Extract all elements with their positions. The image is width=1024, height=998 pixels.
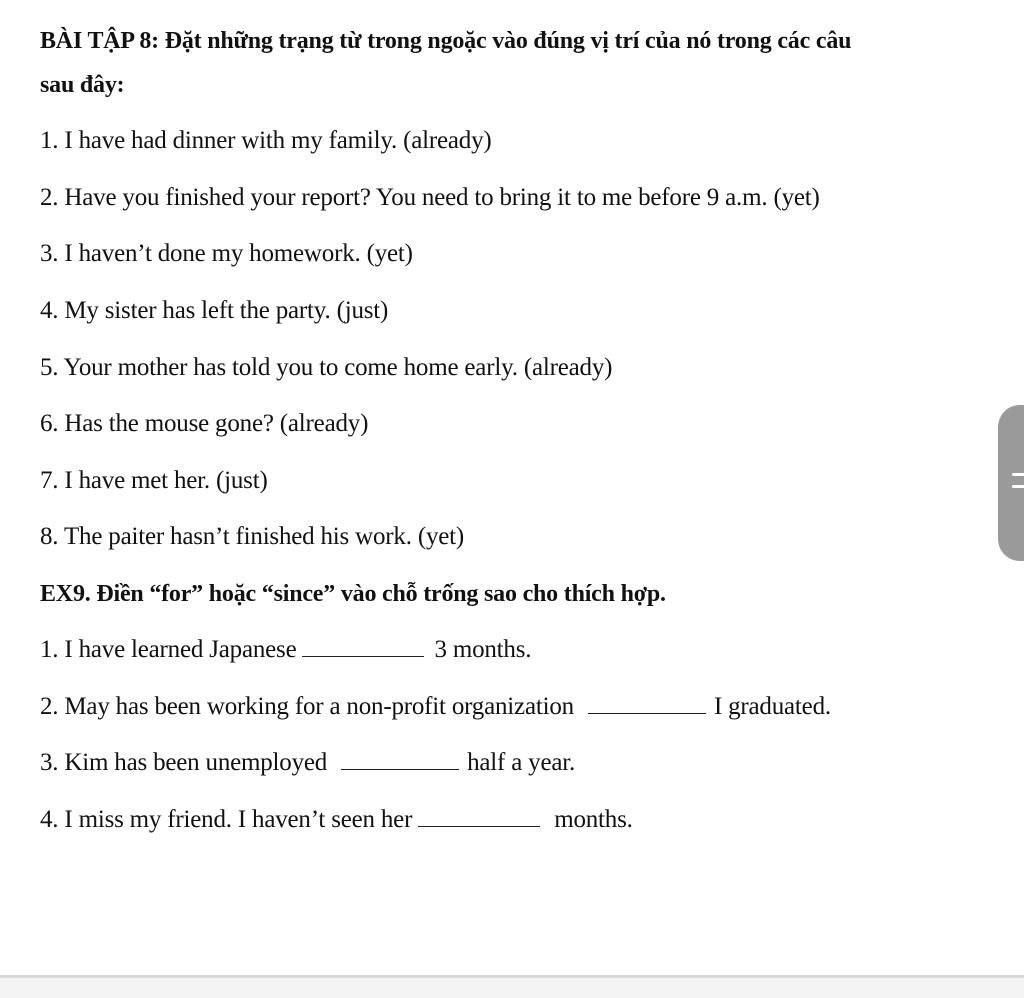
page-bottom-area [0, 978, 1024, 998]
exercise9-item-1-before: 1. I have learned Japanese [40, 636, 297, 663]
side-drag-handle[interactable] [998, 405, 1024, 561]
exercise9-item-2-after: I graduated. [713, 693, 831, 720]
exercise8-title-line2: sau đây: [40, 72, 125, 98]
answer-blank-3 [341, 749, 459, 770]
exercise9-item-3 [40, 748, 575, 778]
exercise9-item-3-after: half a year. [467, 749, 576, 776]
exercise8-item-8: 8. The paiter hasn’t finished his work. (yet) [40, 523, 465, 550]
exercise8-item-5: 5. Your mother has told you to come home early. (already) [40, 354, 613, 381]
exercise9-item-4 [40, 805, 633, 835]
exercise8-item-1: 1. I have had dinner with my family. (already) [40, 127, 492, 154]
exercise8-item-7: 7. I have met her. (just) [40, 467, 268, 494]
exercise9-item-1-after: 3 months. [434, 636, 532, 663]
exercise9-item-2 [40, 692, 831, 722]
exercise9-item-1 [40, 635, 531, 665]
exercise9-item-4-before: 4. I miss my friend. I haven’t seen her [40, 806, 413, 833]
exercise9-item-2-before: 2. May has been working for a non-profit organization [40, 693, 574, 720]
exercise9-item-4-after: months. [554, 806, 633, 833]
exercise9-title: EX9. Điền “for” hoặc “since” vào chỗ trống sao cho thích hợp. [40, 581, 666, 607]
answer-blank-2 [588, 693, 706, 714]
exercise8-item-2: 2. Have you finished your report? You need to bring it to me before 9 a.m. (yet) [40, 184, 820, 211]
exercise8-item-4: 4. My sister has left the party. (just) [40, 297, 389, 324]
answer-blank-1 [302, 636, 424, 657]
answer-blank-4 [418, 806, 540, 827]
exercise8-item-6: 6. Has the mouse gone? (already) [40, 410, 369, 437]
exercise9-item-3-before: 3. Kim has been unemployed [40, 749, 328, 776]
exercise8-item-3: 3. I haven’t done my homework. (yet) [40, 240, 413, 267]
exercise8-title-line1: BÀI TẬP 8: Đặt những trạng từ trong ngoặc vào đúng vị trí của nó trong các câu [40, 28, 852, 54]
